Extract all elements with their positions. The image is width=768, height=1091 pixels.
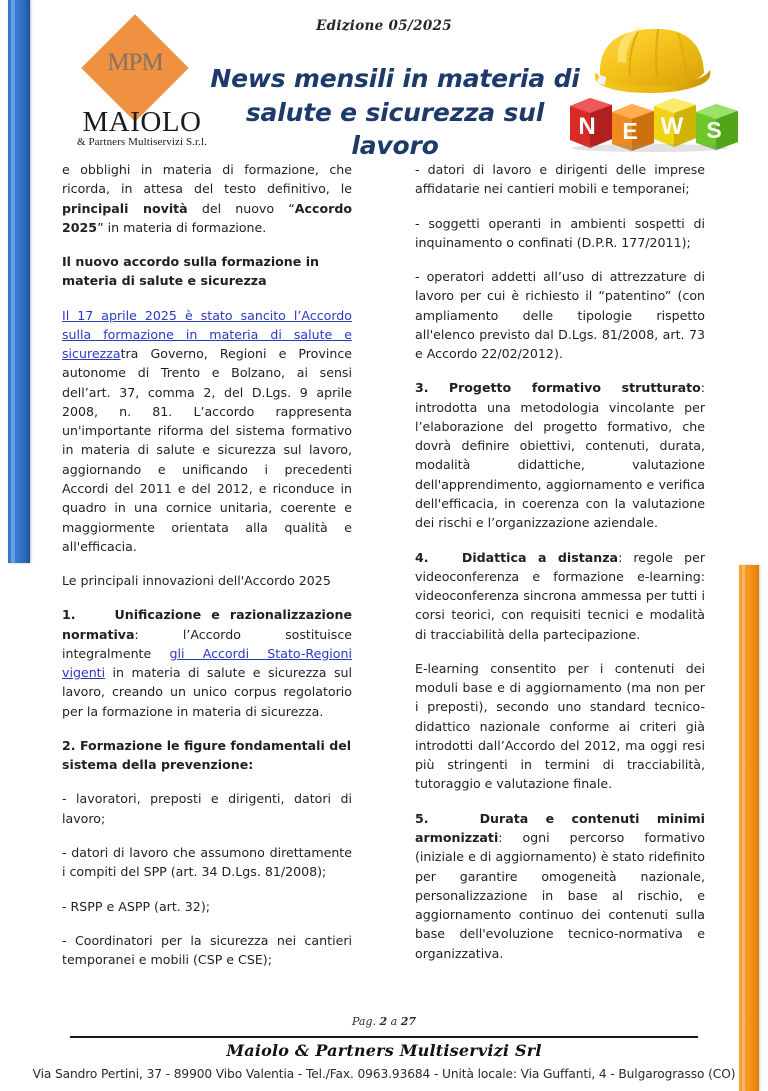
page-mid: a bbox=[387, 1015, 401, 1028]
logo-company-name: MAIOLO bbox=[82, 106, 202, 138]
page-current: 2 bbox=[379, 1015, 388, 1028]
list-item-3 bbox=[415, 378, 705, 532]
bullet-patentino: - operatori addetti all’uso di attrezzature di lavoro per cui è richiesto il “patentino” (con ampliamento delle tipologie rispetto all'elenco previsto dal D.Lgs. 81/2008, art. 73 e Accordo 22/02/2012). bbox=[415, 269, 705, 362]
intro-bold-accordo: Accordo 2025 bbox=[62, 200, 352, 235]
bullet-datori-cantieri: - datori di lavoro e dirigenti delle imprese affidatarie nei cantieri mobili e temporanei; bbox=[415, 162, 705, 197]
item2-colon: : bbox=[248, 757, 254, 773]
item1-number: 1. bbox=[62, 607, 76, 623]
bullet-datori-spp: - datori di lavoro che assumono direttamente i compiti del SPP (art. 34 D.Lgs. 81/2008); bbox=[62, 844, 352, 880]
bullet-rspp-aspp: - RSPP e ASPP (art. 32); bbox=[62, 898, 210, 914]
item5-title: Durata e contenuti minimi armonizzati bbox=[415, 810, 705, 845]
link-accordi-stato-regioni[interactable]: gli Accordi Stato-Regioni vigenti bbox=[62, 645, 352, 681]
list-item-2 bbox=[62, 736, 352, 775]
item5-text: : ogni percorso formativo (iniziale e di aggiornamento) è stato ridefinito per garantire omogeneità nazionale, personalizzazione in base al rischio, e aggiornamento continuo dei contenuti sulla base dell'evoluzione tecnico-normativa e organizzativa. bbox=[415, 829, 705, 961]
item1-text-b: in materia di salute e sicurezza sul lavoro, creando un unico corpus regolatorio per la formazione in materia di sicurezza. bbox=[62, 665, 352, 719]
item3-title: Progetto formativo strutturato bbox=[448, 380, 701, 396]
paragraph-innovazioni-lead: Le principali innovazioni dell'Accordo 2025 bbox=[62, 573, 331, 589]
item3-number: 3. bbox=[415, 380, 429, 396]
logo-company-subtitle: & Partners Multiservizi S.r.l. bbox=[76, 136, 208, 148]
logo-monogram: MPM bbox=[107, 49, 163, 76]
edition-label: Edizione 05/2025 bbox=[316, 18, 452, 34]
paragraph-elearning: E-learning consentito per i contenuti dei moduli base e di aggiornamento (ma non per i preposti), secondo uno standard tecnico-didattico nazionale conforme ai criteri già introdotti dall’Accordo del 2012, ma oggi resi più stringenti in termini di tracciabilità, tutoraggio e valutazione finale. bbox=[415, 660, 705, 792]
item4-title: Didattica a distanza bbox=[461, 549, 619, 565]
paragraph-intro bbox=[62, 160, 352, 237]
item3-text: : introdotta una metodologia vincolante per l’elaborazione del progetto formativo, che dovrà definire obiettivi, contenuti, durata, modalità didattiche, valutazione dell'apprendimento, aggiornamento e verifica dell'efficacia, in coerenza con la valutazione dei rischi e l’organizzazione aziendale. bbox=[415, 380, 705, 531]
svg-text:E: E bbox=[622, 118, 638, 144]
page-prefix: Pag. bbox=[351, 1015, 380, 1028]
item2-number: 2. bbox=[62, 737, 76, 753]
list-item-1 bbox=[62, 605, 352, 721]
footer-company-name: Maiolo & Partners Multiservizi Srl bbox=[226, 1041, 542, 1060]
svg-text:N: N bbox=[578, 113, 596, 140]
intro-bold-novita: principali novità bbox=[62, 200, 188, 216]
hardhat-news-artwork bbox=[560, 20, 746, 152]
page-header bbox=[0, 0, 768, 160]
item2-title: Formazione le figure fondamentali del sistema della prevenzione bbox=[62, 737, 352, 773]
item5-number: 5. bbox=[415, 810, 429, 826]
company-logo bbox=[68, 30, 218, 148]
item1-text-a: : l’Accordo sostituisce integralmente bbox=[62, 626, 352, 661]
link-accordo-formazione[interactable]: Il 17 aprile 2025 è stato sancito l’Accordo sulla formazione in materia di salute e sicurezza bbox=[62, 307, 352, 362]
bullet-lavoratori: - lavoratori, preposti e dirigenti, datori di lavoro; bbox=[62, 791, 352, 826]
footer-divider bbox=[70, 1036, 698, 1038]
intro-text-c: del nuovo “ bbox=[187, 200, 295, 216]
hardhat-icon bbox=[560, 20, 746, 152]
page-total: 27 bbox=[400, 1015, 417, 1028]
svg-text:S: S bbox=[706, 117, 722, 143]
item1-title: Unificazione e razionalizzazione normativa bbox=[62, 607, 352, 642]
item4-text: : regole per videoconferenza e formazione e-learning: videoconferenza sincrona ammessa per tutti i corsi teorici, con requisiti tecnici e modalità di tracciabilità della partecipazione. bbox=[415, 549, 706, 642]
section-heading-accordo: Il nuovo accordo sulla formazione in materia di salute e sicurezza bbox=[62, 254, 319, 289]
intro-text-a: e obblighi in materia di formazione, che ricorda, in attesa del testo definitivo, le bbox=[62, 162, 352, 197]
svg-text:W: W bbox=[660, 113, 684, 140]
bullet-ambienti-confinati: - soggetti operanti in ambienti sospetti di inquinamento o confinati (D.P.R. 177/2011); bbox=[415, 215, 705, 250]
paragraph-accordo-body bbox=[62, 306, 352, 556]
bullet-coordinatori: - Coordinatori per la sicurezza nei cantieri temporanei e mobili (CSP e CSE); bbox=[62, 932, 352, 968]
accordo-body-text: tra Governo, Regioni e Province autonome di Trento e Bolzano, ai sensi dell’art. 37, comma 2, del D.Lgs. 9 aprile 2008, n. 81. L’accordo rappresenta un'importante riforma del sistema formativo in materia di salute e sicurezza sul lavoro, aggiornando e unificando i precedenti Accordi del 2011 e del 2012, e riconduce in quadro in una cornice unitaria, coerente e maggiormente orientata alla qualità e all'efficacia. bbox=[62, 346, 352, 554]
page-footer bbox=[0, 1007, 768, 1091]
page-title: News mensili in materia di salute e sicurezza sul lavoro bbox=[210, 64, 580, 160]
list-item-4 bbox=[415, 548, 705, 644]
item4-number: 4. bbox=[415, 549, 429, 565]
left-column bbox=[62, 160, 352, 984]
news-cubes bbox=[570, 98, 738, 152]
intro-text-e: ” in materia di formazione. bbox=[97, 219, 267, 235]
page-number bbox=[0, 1015, 768, 1028]
list-item-5 bbox=[415, 809, 705, 963]
footer-address: Via Sandro Pertini, 37 - 89900 Vibo Valentia - Tel./Fax. 0963.93684 - Unità locale: Via Guffanti, 4 - Bulgarograsso (CO) bbox=[32, 1067, 736, 1081]
article-body bbox=[0, 160, 768, 1008]
right-column bbox=[415, 160, 705, 978]
